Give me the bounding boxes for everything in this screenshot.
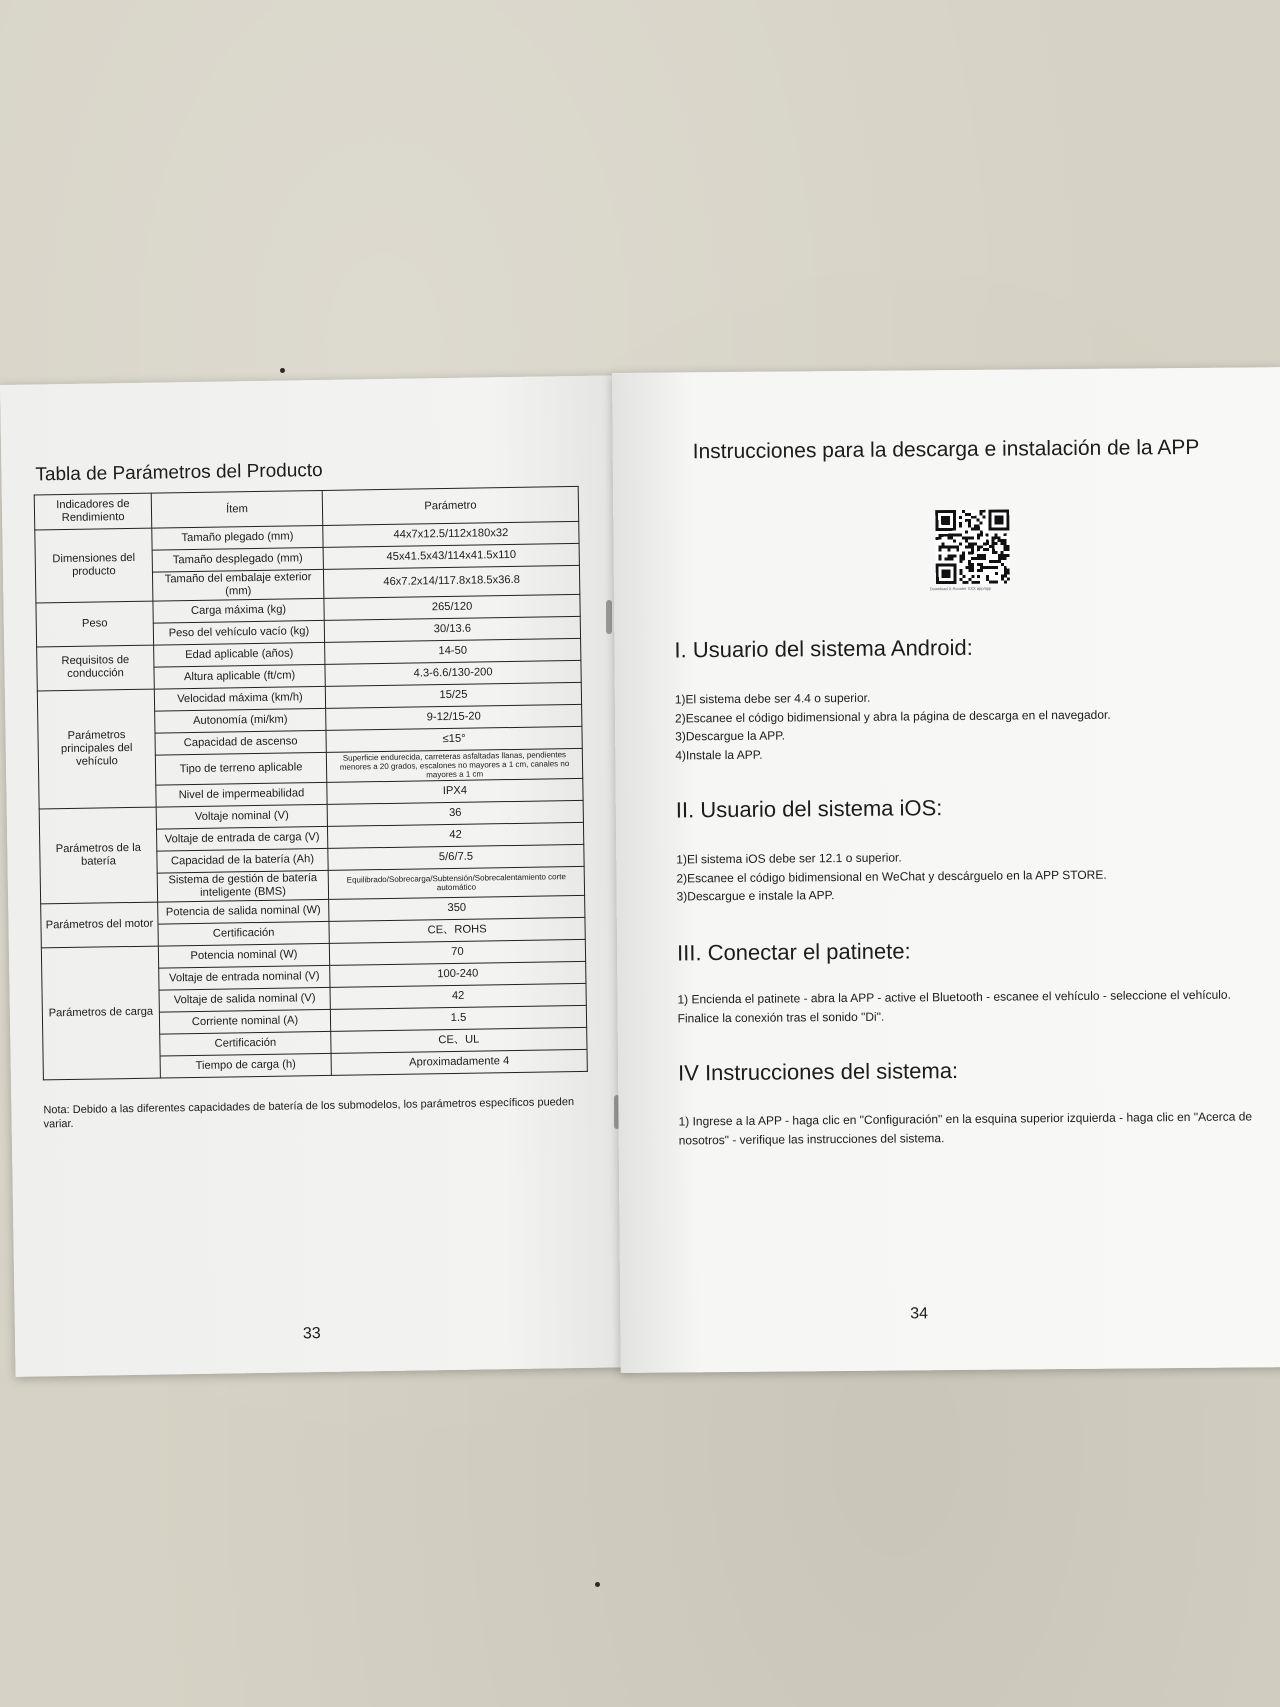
item-cell: Voltaje de entrada nominal (V) (159, 965, 330, 990)
value-cell: Equilibrado/Sobrecarga/Subtensión/Sobrecalentamiento corte automático (328, 867, 584, 900)
item-cell: Capacidad de la batería (Ah) (157, 849, 328, 874)
item-cell: Certificación (158, 921, 329, 946)
section-heading-ios: II. Usuario del sistema iOS: (675, 795, 943, 823)
section-body-connect (677, 985, 1257, 1027)
item-cell: Sistema de gestión de batería inteligente (BMS) (157, 871, 328, 902)
value-cell: 30/13.6 (324, 616, 580, 642)
value-cell: 42 (330, 983, 586, 1009)
item-cell: Voltaje de entrada de carga (V) (156, 827, 327, 852)
category-cell: Parámetros de la batería (39, 807, 157, 904)
qr-caption: Download X-Scooter XXX app/app (929, 585, 992, 592)
instruction-line: 2)Escanee el código bidimensional y abra la página de descarga en el navegador. (674, 707, 1111, 726)
instruction-line: 1) Ingrese a la APP - haga clic en "Configuración" en la esquina superior izquierda - haga clic en "Acerca de nosotros" - verifique las instrucciones del sistema. (678, 1109, 1253, 1148)
value-cell: ≤15° (326, 726, 582, 752)
item-cell: Autonomía (mi/km) (155, 708, 326, 733)
section-body-system (678, 1107, 1258, 1149)
item-cell: Velocidad máxima (km/h) (154, 686, 325, 711)
value-cell: 265/120 (324, 594, 580, 620)
header-performance: Indicadores de Rendimiento (34, 493, 152, 530)
item-cell: Tamaño desplegado (mm) (152, 547, 323, 572)
section-heading-system: IV Instrucciones del sistema: (678, 1058, 959, 1086)
section-body-android (675, 685, 1256, 764)
floor-speck (280, 368, 285, 373)
category-cell: Parámetros de carga (41, 946, 160, 1080)
instruction-line: 1) Encienda el patinete - abra la APP - active el Bluetooth - escanee el vehículo - seleccione el vehículo. Finalice la conexión tras el sonido "Di". (677, 987, 1231, 1026)
item-cell: Potencia nominal (W) (158, 943, 329, 968)
instruction-line: 4)Instale la APP. (675, 747, 763, 763)
item-cell: Carga máxima (kg) (153, 598, 324, 623)
parameters-table (34, 486, 588, 1081)
item-cell: Capacidad de ascenso (155, 730, 326, 755)
qr-code-icon (935, 510, 1010, 585)
item-cell: Tipo de terreno aplicable (155, 752, 326, 785)
instruction-line: 3)Descargue la APP. (675, 728, 786, 744)
page-number: 34 (910, 1305, 929, 1323)
value-cell: 4.3-6.6/130-200 (325, 660, 581, 686)
header-item: Ítem (151, 490, 323, 528)
header-parameter: Parámetro (322, 486, 579, 525)
floor-speck (595, 1582, 600, 1587)
page-title: Tabla de Parámetros del Producto (35, 459, 323, 486)
item-cell: Tamaño plegado (mm) (152, 525, 323, 550)
item-cell: Tiempo de carga (h) (160, 1053, 331, 1078)
instruction-line: 1)El sistema iOS debe ser 12.1 o superior. (676, 850, 902, 867)
value-cell: CE、ROHS (329, 917, 585, 943)
category-cell: Peso (36, 601, 154, 647)
instruction-line: 1)El sistema debe ser 4.4 o superior. (674, 690, 871, 707)
value-cell: IPX4 (327, 779, 583, 805)
item-cell: Voltaje nominal (V) (156, 805, 327, 830)
footnote: Nota: Debido a las diferentes capacidades de batería de los submodelos, los parámetros específicos pueden variar. (43, 1096, 575, 1131)
value-cell: 5/6/7.5 (328, 845, 584, 871)
category-cell: Dimensiones del producto (35, 528, 153, 603)
manual-page-left (0, 375, 631, 1377)
value-cell: 46x7.2x14/117.8x18.5x36.8 (323, 565, 579, 598)
value-cell: 36 (327, 801, 583, 827)
page-title: Instrucciones para la descarga e instalación de la APP (692, 435, 1200, 464)
item-cell: Nivel de impermeabilidad (156, 783, 327, 808)
value-cell: 44x7x12.5/112x180x32 (323, 521, 579, 547)
item-cell: Potencia de salida nominal (W) (158, 899, 329, 924)
value-cell: 1.5 (330, 1005, 586, 1031)
value-cell: 9-12/15-20 (326, 704, 582, 730)
item-cell: Corriente nominal (A) (159, 1009, 330, 1034)
category-cell: Parámetros del motor (41, 902, 159, 948)
staple (606, 600, 612, 634)
page-number: 33 (302, 1325, 321, 1343)
item-cell: Altura aplicable (ft/cm) (154, 664, 325, 689)
section-heading-android: I. Usuario del sistema Android: (674, 634, 973, 663)
value-cell: 15/25 (325, 682, 581, 708)
item-cell: Edad aplicable (años) (154, 642, 325, 667)
category-cell: Parámetros principales del vehículo (37, 689, 156, 809)
instruction-line: 2)Escanee el código bidimensional en WeChat y descárguelo en la APP STORE. (676, 867, 1107, 886)
item-cell: Certificación (160, 1031, 331, 1056)
value-cell: 45x41.5x43/114x41.5x110 (323, 543, 579, 569)
item-cell: Voltaje de salida nominal (V) (159, 987, 330, 1012)
value-cell: 100-240 (330, 961, 586, 987)
item-cell: Tamaño del embalaje exterior (mm) (152, 569, 323, 600)
section-body-ios (676, 845, 1256, 906)
value-cell: 14-50 (325, 638, 581, 664)
section-heading-connect: III. Conectar el patinete: (676, 938, 911, 966)
value-cell: 70 (329, 939, 585, 965)
item-cell: Peso del vehículo vacío (kg) (153, 620, 324, 645)
category-cell: Requisitos de conducción (37, 645, 155, 691)
value-cell: 350 (329, 895, 585, 921)
value-cell: CE、UL (331, 1027, 587, 1053)
value-cell: Superficie endurecida, carreteras asfaltadas llanas, pendientes menores a 20 grados, escalones no mayores a 1 cm, canales no mayores a 1 cm (326, 748, 582, 783)
value-cell: Aproximadamente 4 (331, 1049, 587, 1075)
instruction-line: 3)Descargue e instale la APP. (676, 888, 835, 904)
manual-page-right (612, 367, 1280, 1373)
value-cell: 42 (327, 823, 583, 849)
